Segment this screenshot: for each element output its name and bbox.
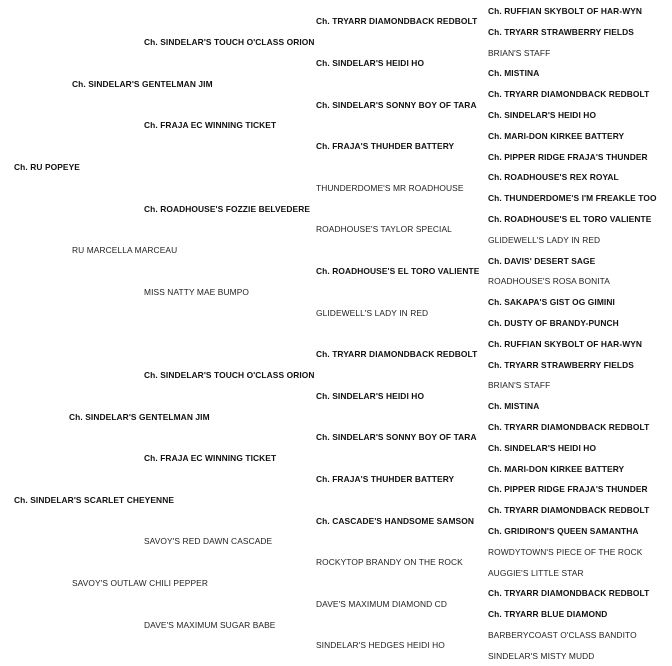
gen1-name: Ch. RU POPEYE (14, 162, 80, 172)
gen4-name: ROADHOUSE'S TAYLOR SPECIAL (316, 224, 452, 235)
gen4-name: Ch. FRAJA'S THUHDER BATTERY (316, 141, 455, 152)
gen5-name: SINDELAR'S MISTY MUDD (488, 650, 595, 661)
gen4-name: ROCKYTOP BRANDY ON THE ROCK (316, 557, 463, 568)
gen3-name: Ch. ROADHOUSE'S FOZZIE BELVEDERE (144, 203, 311, 214)
gen5-name: Ch. ROADHOUSE'S REX ROYAL (488, 172, 619, 183)
gen5-name: GLIDEWELL'S LADY IN RED (488, 234, 601, 245)
gen1-name: Ch. SINDELAR'S SCARLET CHEYENNE (14, 494, 175, 505)
gen3-name: Ch. FRAJA EC WINNING TICKET (144, 453, 277, 464)
gen5-name: AUGGIE'S LITTLE STAR (488, 567, 584, 578)
gen4-name: Ch. CASCADE'S HANDSOME SAMSON (316, 515, 474, 526)
gen5-name: Ch. DUSTY OF BRANDY-PUNCH (488, 318, 619, 328)
gen5-name: Ch. MISTINA (488, 401, 540, 412)
gen5-name: Ch. TRYARR STRAWBERRY FIELDS (488, 359, 634, 370)
gen5-name: ROWDYTOWN'S PIECE OF THE ROCK (488, 546, 643, 557)
gen5-name: Ch. GRIDIRON'S QUEEN SAMANTHA (488, 526, 639, 536)
gen5-name: Ch. THUNDERDOME'S I'M FREAKLE TOO (488, 193, 657, 204)
gen4-name: THUNDERDOME'S MR ROADHOUSE (316, 182, 464, 193)
gen5-name: Ch. SINDELAR'S HEIDI HO (488, 442, 597, 453)
gen3-name: Ch. SINDELAR'S TOUCH O'CLASS ORION (144, 37, 315, 48)
gen4-name: DAVE'S MAXIMUM DIAMOND CD (316, 598, 447, 609)
gen5-name: ROADHOUSE'S ROSA BONITA (488, 276, 610, 287)
gen3-name: MISS NATTY MAE BUMPO (144, 286, 249, 297)
gen5-name: Ch. PIPPER RIDGE FRAJA'S THUNDER (488, 151, 648, 162)
gen2-name: RU MARCELLA MARCEAU (72, 245, 178, 256)
gen2-name: Ch. SINDELAR'S GENTELMAN JIM (69, 411, 210, 422)
gen5-name: Ch. PIPPER RIDGE FRAJA'S THUNDER (488, 484, 648, 495)
gen5-name: Ch. SAKAPA'S GIST OG GIMINI (488, 297, 615, 308)
gen4-name: SINDELAR'S HEDGES HEIDI HO (316, 640, 445, 651)
gen3-name: DAVE'S MAXIMUM SUGAR BABE (144, 619, 276, 630)
gen4-name: Ch. SINDELAR'S HEIDI HO (316, 58, 425, 68)
gen2-name: SAVOY'S OUTLAW CHILI PEPPER (72, 578, 209, 588)
gen3-name: SAVOY'S RED DAWN CASCADE (144, 536, 273, 547)
gen4-name: Ch. SINDELAR'S HEIDI HO (316, 390, 425, 401)
gen5-name: Ch. RUFFIAN SKYBOLT OF HAR-WYN (488, 338, 643, 349)
gen5-name: Ch. TRYARR DIAMONDBACK REDBOLT (488, 505, 650, 516)
gen4-name: GLIDEWELL'S LADY IN RED (316, 307, 429, 318)
gen5-name: Ch. TRYARR DIAMONDBACK REDBOLT (488, 588, 650, 599)
gen5-name: Ch. ROADHOUSE'S EL TORO VALIENTE (488, 214, 652, 224)
gen5-name: Ch. DAVIS' DESERT SAGE (488, 255, 596, 266)
gen2-name: Ch. SINDELAR'S GENTELMAN JIM (72, 78, 213, 89)
gen4-name: Ch. FRAJA'S THUHDER BATTERY (316, 474, 455, 484)
gen4-name: Ch. TRYARR DIAMONDBACK REDBOLT (316, 16, 478, 27)
gen5-name: BRIAN'S STAFF (488, 47, 551, 58)
gen4-name: Ch. SINDELAR'S SONNY BOY OF TARA (316, 432, 477, 443)
gen5-name: Ch. TRYARR BLUE DIAMOND (488, 609, 608, 620)
gen5-name: Ch. TRYARR DIAMONDBACK REDBOLT (488, 89, 650, 100)
gen5-name: Ch. SINDELAR'S HEIDI HO (488, 110, 597, 120)
gen5-name: Ch. TRYARR STRAWBERRY FIELDS (488, 26, 634, 37)
gen5-name: Ch. MARI-DON KIRKEE BATTERY (488, 130, 625, 141)
gen4-name: Ch. TRYARR DIAMONDBACK REDBOLT (316, 349, 478, 360)
gen5-name: Ch. MARI-DON KIRKEE BATTERY (488, 463, 625, 474)
gen4-name: Ch. SINDELAR'S SONNY BOY OF TARA (316, 99, 477, 110)
gen3-name: Ch. SINDELAR'S TOUCH O'CLASS ORION (144, 370, 315, 380)
gen3-name: Ch. FRAJA EC WINNING TICKET (144, 120, 277, 131)
gen5-name: Ch. TRYARR DIAMONDBACK REDBOLT (488, 422, 650, 432)
gen4-name: Ch. ROADHOUSE'S EL TORO VALIENTE (316, 266, 480, 276)
gen5-name: Ch. RUFFIAN SKYBOLT OF HAR-WYN (488, 6, 643, 16)
gen5-name: BARBERYCOAST O'CLASS BANDITO (488, 630, 637, 640)
gen5-name: BRIAN'S STAFF (488, 380, 551, 391)
gen5-name: Ch. MISTINA (488, 68, 540, 79)
